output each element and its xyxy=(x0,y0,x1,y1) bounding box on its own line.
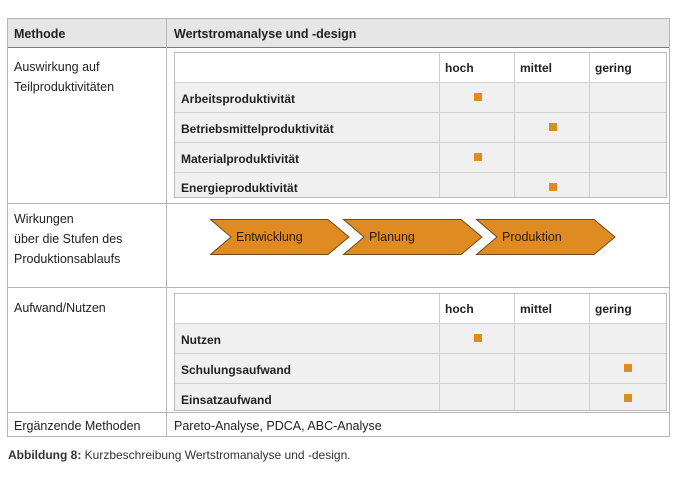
rating-marker xyxy=(549,123,557,131)
level-mittel: mittel xyxy=(520,61,553,75)
table-row xyxy=(175,173,666,197)
rating-marker xyxy=(624,364,632,372)
table-row xyxy=(175,143,666,173)
row-label: Energieproduktivität xyxy=(181,181,298,195)
header-methode: Methode xyxy=(14,27,66,41)
level-gering: gering xyxy=(595,302,632,316)
table-header xyxy=(8,19,669,48)
rating-marker xyxy=(474,93,482,101)
label-auswirkung: Auswirkung auf Teilproduktivitäten xyxy=(14,60,115,94)
effort-table xyxy=(174,293,667,411)
process-step-label: Produktion xyxy=(502,230,562,244)
process-step-label: Entwicklung xyxy=(236,230,303,244)
caption-text: Kurzbeschreibung Wertstromanalyse und -design. xyxy=(81,448,351,462)
rating-marker xyxy=(549,183,557,191)
table-row xyxy=(175,384,666,410)
process-flow xyxy=(210,219,630,255)
table-row xyxy=(175,83,666,113)
level-hoch: hoch xyxy=(445,302,474,316)
header-method-name: Wertstromanalyse und -design xyxy=(174,27,357,41)
row-label: Nutzen xyxy=(181,333,221,347)
row-label: Schulungsaufwand xyxy=(181,363,292,377)
effort-header-row xyxy=(175,294,666,324)
row-label: Materialproduktivität xyxy=(181,152,300,166)
label-ergaenzend: Ergänzende Methoden xyxy=(14,419,141,433)
rating-marker xyxy=(474,334,482,342)
table-row xyxy=(175,354,666,384)
row-label: Einsatzaufwand xyxy=(181,393,272,407)
column-divider xyxy=(166,19,167,436)
caption-prefix: Abbildung 8: xyxy=(8,448,82,462)
row-label: Betriebsmittelproduktivität xyxy=(181,122,334,136)
level-mittel: mittel xyxy=(520,302,553,316)
rating-marker xyxy=(624,394,632,402)
label-aufwand: Aufwand/Nutzen xyxy=(14,301,106,315)
figure-caption xyxy=(8,448,351,462)
rating-marker xyxy=(474,153,482,161)
productivity-header-row xyxy=(175,53,666,83)
productivity-table xyxy=(174,52,667,198)
process-step-label: Planung xyxy=(369,230,415,244)
table-row xyxy=(175,113,666,143)
table-row xyxy=(175,324,666,354)
complementary-methods: Pareto-Analyse, PDCA, ABC-Analyse xyxy=(174,419,382,433)
row-label: Arbeitsproduktivität xyxy=(181,92,296,106)
label-wirkungen: Wirkungen über die Stufen des Produktionsablaufs xyxy=(14,212,123,266)
level-hoch: hoch xyxy=(445,61,474,75)
level-gering: gering xyxy=(595,61,632,75)
